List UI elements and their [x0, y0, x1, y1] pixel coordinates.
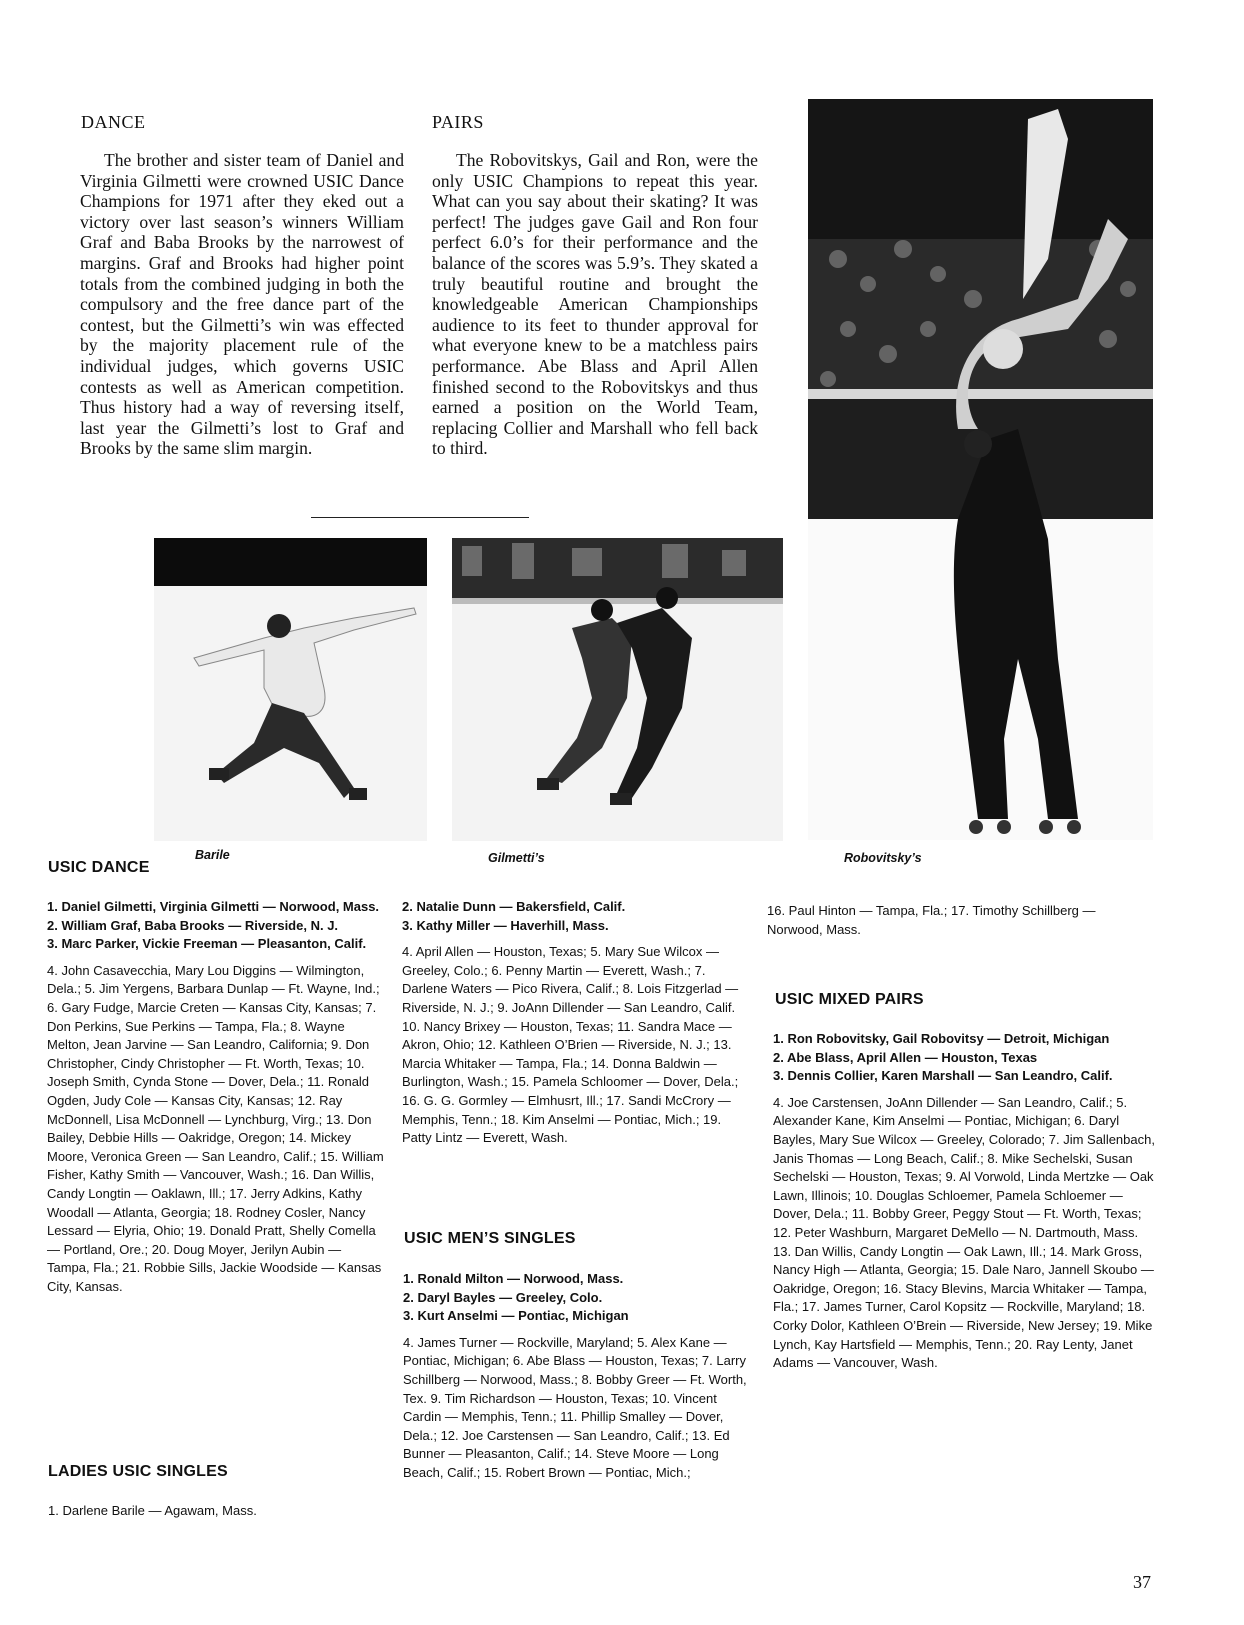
usic-dance-place-1: 1. Daniel Gilmetti, Virginia Gilmetti — Norwood, Mass.: [47, 899, 380, 914]
pairs-article: [432, 150, 758, 459]
robovitsky-caption: Robovitsky’s: [844, 851, 922, 865]
mens-singles-place-2: 2. Daryl Bayles — Greeley, Colo.: [403, 1289, 603, 1305]
ladies-singles-place-3: 3. Kathy Miller — Haverhill, Mass.: [402, 917, 609, 933]
mens-singles-place-3: 3. Kurt Anselmi — Pontiac, Michigan: [403, 1308, 629, 1324]
ladies-singles-heading: LADIES USIC SINGLES: [48, 1463, 228, 1480]
mixed-pairs-place-2: 2. Abe Blass, April Allen — Houston, Texas: [773, 1049, 1038, 1065]
ladies-singles-remaining: 4. April Allen — Houston, Texas; 5. Mary Sue Wilcox — Greeley, Colo.; 6. Penny Martin — Everett, Wash.; 7. Darlene Waters — Pico Rivera, Calif.; 8. Lois Fitzgerlad — Riverside, N. J.; 9. JoAnn Dillender — San Leandro, Calif. 10. Nancy Brixey — Houston, Texas; 11. Sandra Mace — Akron, Ohio; 12. Kathleen O’Brien — Riverside, N. J.; 13. Marcia Whitaker — Tampa, Fla.; 14. Donna Baldwin — Burlington, Wash.; 15. Pamela Schloomer — Dover, Dela.; 16. G. G. Gormley — Elmhusrt, Ill.; 17. Sandi McCrory — Memphis, Tenn.; 18. Kim Anselmi — Pontiac, Mich.; 19. Patty Lintz — Everett, Wash.: [402, 944, 739, 1146]
mixed-pairs-heading: USIC MIXED PAIRS: [775, 991, 924, 1008]
usic-dance-place-3: 3. Marc Parker, Vickie Freeman — Pleasanton, Calif.: [47, 936, 367, 952]
mixed-pairs-place-3: 3. Dennis Collier, Karen Marshall — San Leandro, Calif.: [773, 1068, 1113, 1084]
usic-dance-results: [47, 898, 386, 1296]
article-divider: [311, 517, 529, 518]
ladies-singles-place-1: 1. Darlene Barile — Agawam, Mass.: [48, 1503, 257, 1518]
usic-dance-place-2: 2. William Graf, Baba Brooks — Riverside, N. J.: [47, 917, 339, 933]
mixed-pairs-place-1: 1. Ron Robovitsky, Gail Robovitsy — Detroit, Michigan: [773, 1031, 1110, 1046]
dance-paragraph: The brother and sister team of Daniel and Virginia Gilmetti were crowned USIC Dance Champions for 1971 after they eked out a victory over last season’s winners William Graf and Baba Brooks by the narrowest of margins. Graf and Brooks had higher point totals from the combined judging in both the compulsory and the free dance part of the contest, but the Gilmetti’s win was effected by the majority placement rule of the individual judges, which governs USIC contests as well as American competition. Thus history had a way of reversing itself, last year the Gilmetti’s lost to Graf and Brooks by the same slim margin.: [80, 150, 404, 459]
mixed-pairs-results: [773, 1030, 1155, 1373]
pairs-heading: PAIRS: [432, 112, 484, 132]
ladies-singles-results: [402, 898, 747, 1148]
pairs-paragraph: The Robovitskys, Gail and Ron, were the only USIC Champions to repeat this year. What can you say about their skating? It was perfect! The judges gave Gail and Ron four perfect 6.0’s for their performance and the balance of the scores was 5.9’s. They skated a truly beautiful routine and brought the knowledgeable American Championships audience to its feet to thunder approval for what everyone knew to be a matchless pairs performance. Abe Blass and April Allen finished second to the Robovitskys and thus earned a position on the World Team, replacing Collier and Marshall who fell back to third.: [432, 150, 758, 459]
mens-singles-results: [403, 1270, 748, 1483]
page-number: 37: [1133, 1572, 1151, 1592]
gilmetti-caption: Gilmetti’s: [488, 851, 545, 865]
ladies-singles-place-2: 2. Natalie Dunn — Bakersfield, Calif.: [402, 899, 626, 914]
barile-caption: Barile: [195, 848, 230, 862]
mens-singles-continued: 16. Paul Hinton — Tampa, Fla.; 17. Timothy Schillberg — Norwood, Mass.: [767, 903, 1096, 937]
usic-dance-remaining: 4. John Casavecchia, Mary Lou Diggins — Wilmington, Dela.; 5. Jim Yergens, Barbara Dunlap — Ft. Wayne, Ind.; 6. Gary Fudge, Marcie Creten — Kansas City, Kansas; 7. Don Perkins, Sue Perkins — Tampa, Fla.; 8. Wayne Melton, Jean Jarvine — San Leandro, California; 9. Don Christopher, Cindy Christopher — Ft. Worth, Texas; 10. Joseph Smith, Cynda Stone — Dover, Dela.; 11. Ronald Ogden, Judy Cole — Kansas City, Kansas; 12. Ray McDonnell, Lisa McDonnell — Lynchburg, Virg.; 13. Don Bailey, Debbie Hills — Oakridge, Oregon; 14. Mickey Moore, Veronica Green — San Leandro, Calif.; 15. William Fisher, Kathy Smith — Vancouver, Wash.; 16. Dan Willis, Candy Longtin — Oaklawn, Ill.; 17. Jerry Adkins, Kathy Woodall — Atlanta, Georgia; 18. Rodney Cosler, Nancy Lessard — Elyria, Ohio; 19. Donald Pratt, Shelly Comella — Portland, Ore.; 20. Doug Moyer, Jerilyn Aubin — Tampa, Fla.; 21. Robbie Sills, Jackie Woodside — Kansas City, Kansas.: [47, 962, 384, 1294]
mens-singles-remaining: 4. James Turner — Rockville, Maryland; 5. Alex Kane — Pontiac, Michigan; 6. Abe Blass — Houston, Texas; 7. Larry Schillberg — Norwood, Mass.; 8. Bobby Greer — Ft. Worth, Tex. 9. Tim Richardson — Houston, Texas; 10. Vincent Cardin — Memphis, Tenn.; 11. Phillip Smalley — Dover, Dela.; 12. Joe Carstensen — San Leandro, Calif.; 13. Ed Bunner — Pleasanton, Calif.; 14. Steve Moore — Long Beach, Calif.; 15. Robert Brown — Pontiac, Mich.;: [403, 1334, 747, 1480]
mens-singles-heading: USIC MEN’S SINGLES: [404, 1230, 576, 1247]
gilmetti-photo: [452, 538, 783, 841]
mixed-pairs-remaining: 4. Joe Carstensen, JoAnn Dillender — San Leandro, Calif.; 5. Alexander Kane, Kim Anselmi — Pontiac, Michigan; 6. Daryl Bayles, Mary Sue Wilcox — Greeley, Colorado; 7. Jim Sallenbach, Janis Thomas — Long Beach, Calif.; 8. Mike Sechelski, Susan Sechelski — Houston, Texas; 9. Al Vorwold, Linda Mertzke — Oak Lawn, Illinois; 10. Douglas Schloemer, Pamela Schloemer — Dover, Dela.; 11. Bobby Greer, Peggy Stout — Ft. Worth, Texas; 12. Peter Washburn, Margaret DeMello — N. Dartmouth, Mass. 13. Dan Willis, Candy Longtin — Oak Lawn, Ill.; 14. Mark Gross, Nancy High — Atlanta, Georgia; 15. Dale Naro, Jannell Skoubo — Oakridge, Oregon; 16. Stacy Blevins, Marcia Whitaker — Tampa, Fla.; 17. James Turner, Carol Kopsitz — Rockville, Maryland; 18. Corky Dolor, Kathleen O’Brein — Riverside, New Jersey; 19. Mike Lynch, Kay Hartsfield — Memphis, Tenn.; 20. Ray Lenty, Janet Adams — Vancouver, Wash.: [773, 1094, 1155, 1371]
robovitsky-photo: [808, 99, 1153, 840]
dance-article: [80, 150, 404, 459]
dance-heading: DANCE: [81, 112, 146, 132]
usic-dance-heading: USIC DANCE: [48, 859, 150, 876]
mens-singles-place-1: 1. Ronald Milton — Norwood, Mass.: [403, 1271, 624, 1286]
barile-photo: [154, 538, 427, 841]
